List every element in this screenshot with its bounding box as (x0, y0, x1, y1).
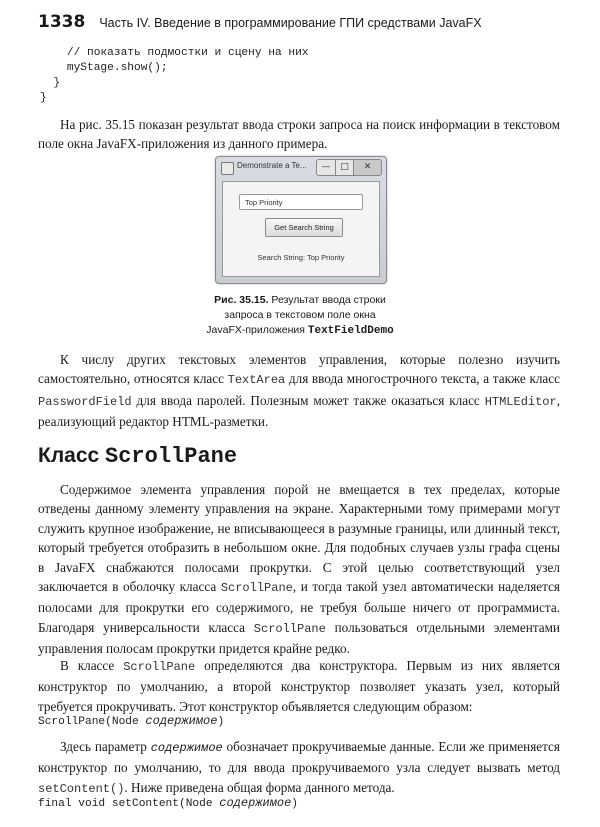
text-span: Содержимое элемента управления порой не вмещается в тех пределах, которые отведены данному элементу управления на экране. Характерными тому примерами могут служить крупное изображение, не вписывающееся в разумные границы, или длинный текст, который требуется отобразить в небольшом окне. Для подобных случаев узлы графа сцены в JavaFX снабжаются полосами прокрутки. С этой целью соответствующий узел заключается в оболочку класса (38, 482, 560, 595)
minimize-icon: — (316, 159, 336, 176)
page-number: 1338 (38, 12, 86, 32)
code-param: содержимое (219, 796, 292, 810)
figure-caption (190, 293, 410, 339)
code-setcontent-signature (38, 796, 298, 812)
text-span: В классе (60, 658, 124, 673)
running-title: Часть IV. Введение в программирование ГПИ средствами JavaFX (99, 16, 482, 30)
code-text: final void setContent(Node (38, 798, 220, 810)
paragraph-setcontent (38, 737, 560, 799)
caption-line2: запроса в текстовом поле окна (224, 309, 376, 321)
code-textarea: TextArea (227, 373, 286, 388)
search-text-field: Top Priority (239, 194, 363, 210)
code-scrollpane: ScrollPane (220, 581, 293, 596)
text-span: определяются два конструктора. Первым из них является конструктор по умолчанию, а второй конструктор позволяет указать узел, который требуется прокручивать. Этот конструктор объявляется следующим образом: (38, 658, 561, 714)
section-heading-code: ScrollPane (105, 444, 238, 469)
code-setcontent: setContent() (38, 781, 125, 796)
code-text: ScrollPane(Node (38, 716, 146, 728)
code-text: ) (217, 716, 225, 728)
figure-window-title: Demonstrate a Te... (237, 161, 307, 170)
section-heading-prefix: Класс (38, 444, 106, 467)
text-span: . Ниже приведена общая форма данного метода. (124, 779, 395, 795)
figure-window (215, 156, 387, 284)
caption-line3: JavaFX-приложения (206, 324, 308, 336)
text-span: пользоваться отдельными элементами управления полосам прокрутки придется крайне редко. (38, 619, 560, 657)
paragraph-other-controls (38, 350, 560, 432)
caption-code: TextFieldDemo (307, 325, 394, 337)
paragraph-scrollpane-intro (38, 480, 560, 659)
figure-client-area (222, 181, 380, 277)
caption-line1: Результат ввода строки (268, 294, 386, 306)
caption-label: Рис. 35.15. (214, 294, 269, 306)
text-span: , и тогда такой узел автоматически наделяется полосами для прокрутки его содержимого, не требуя больше ничего от программиста. Благодаря универсальности класса (38, 579, 560, 635)
search-status-label: Search String: Top Priority (257, 253, 345, 262)
close-icon: ✕ (353, 159, 382, 176)
code-constructor (38, 714, 224, 730)
app-icon (221, 162, 234, 175)
get-search-string-button: Get Search String (265, 218, 343, 237)
figure-titlebar (216, 157, 386, 179)
paragraph-figure-intro: На рис. 35.15 показан результат ввода строки запроса на поиск информации в текстовом поле окна JavaFX-приложения из данного примера. (38, 117, 560, 152)
code-text: ) (291, 798, 299, 810)
code-param: содержимое (145, 714, 218, 728)
text-span: для ввода многострочного текста, а также класс (285, 371, 560, 387)
section-heading (38, 444, 237, 469)
text-span: К числу других текстовых элементов управления, которые полезно изучить самостоятельно, относятся класс (38, 352, 560, 387)
text-span: для ввода паролей. Полезным может также оказаться класс (131, 392, 485, 408)
paragraph-constructors (38, 656, 560, 716)
code-htmleditor: HTMLEditor (484, 394, 557, 409)
code-scrollpane: ScrollPane (123, 660, 196, 674)
text-span: обозначает прокручиваемые данные. Если же применяется конструктор по умолчанию, то для ввода прокручиваемого узла следует вызвать метод (38, 739, 560, 776)
text-span: , реализующий редактор HTML-разметки. (38, 392, 560, 430)
code-listing-end: // показать подмостки и сцену на них myStage.show(); } } (40, 47, 309, 104)
text-span: Здесь параметр (60, 739, 151, 754)
maximize-icon: □ (335, 159, 354, 176)
code-passwordfield: PasswordField (38, 394, 132, 409)
page-header (38, 12, 578, 36)
italic-param: содержимое (150, 741, 223, 755)
code-scrollpane: ScrollPane (253, 621, 326, 636)
